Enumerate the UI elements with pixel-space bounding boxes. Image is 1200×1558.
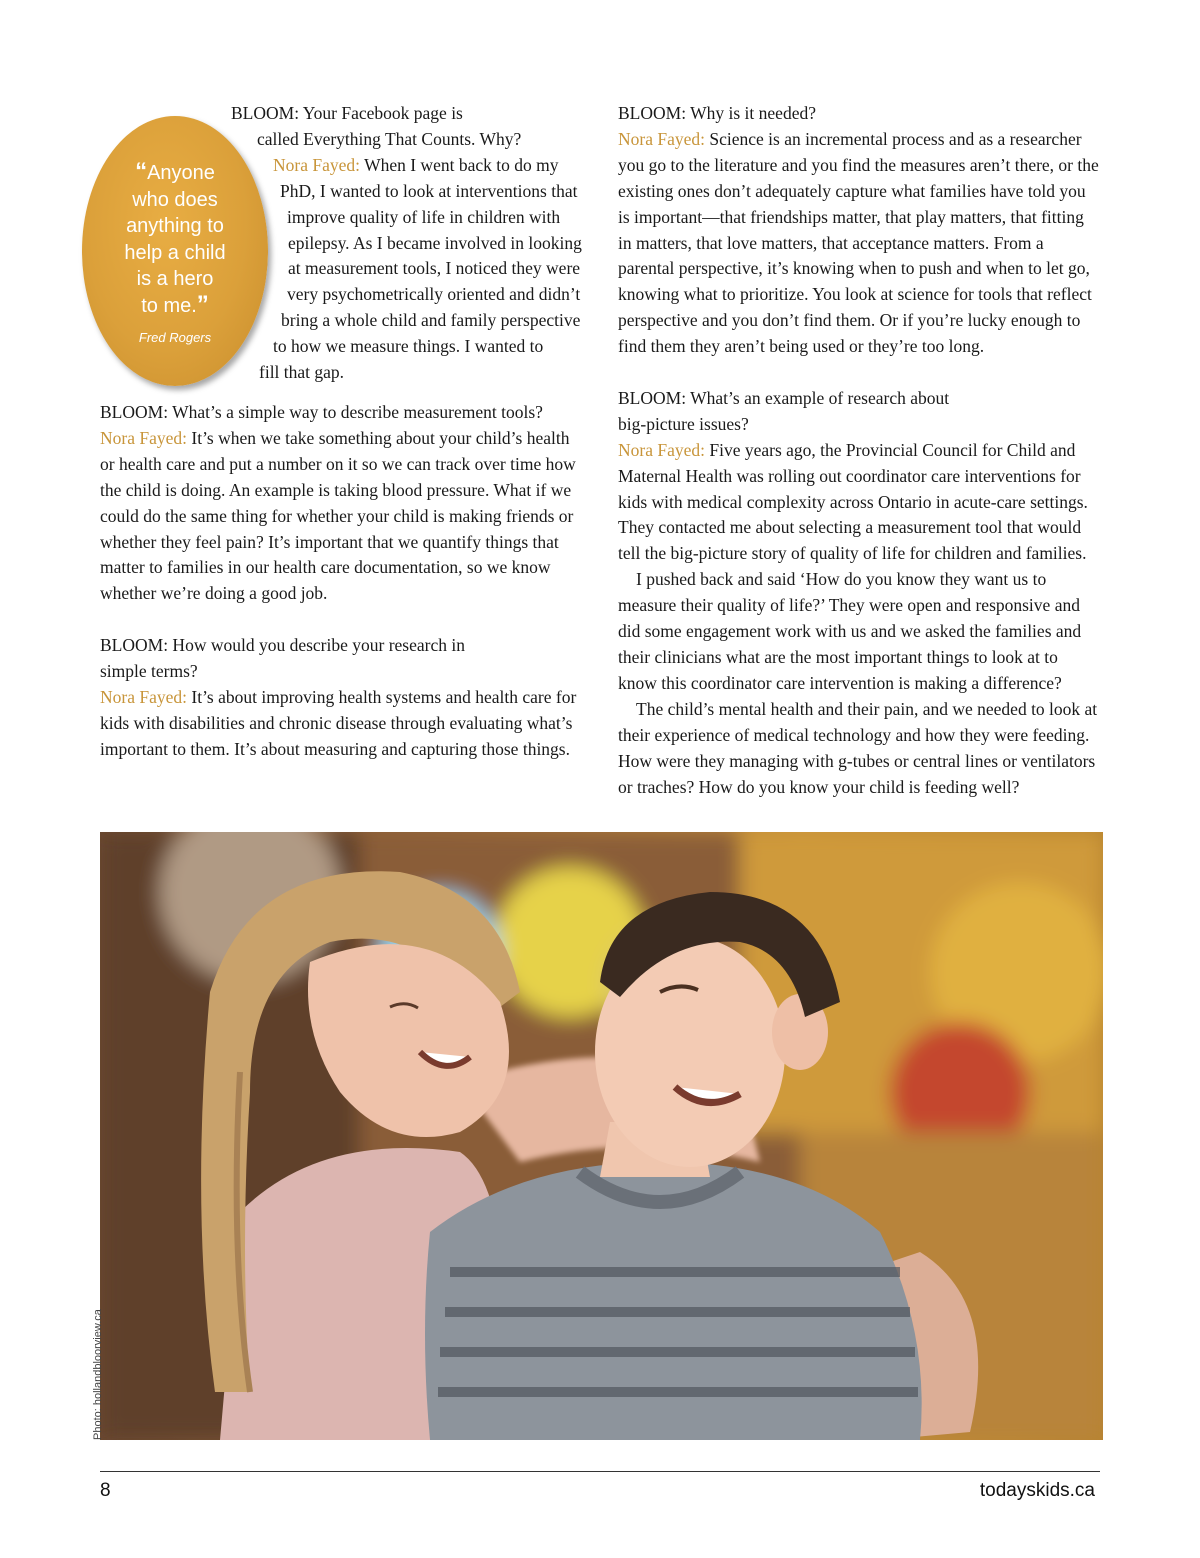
left-column [100, 400, 580, 789]
question: BLOOM: What’s a simple way to describe measurement tools? [100, 402, 543, 422]
speaker-label: Nora Fayed: [618, 128, 705, 149]
answer-line: at measurement tools, I noticed they were [288, 258, 581, 279]
open-quote-mark: “ [135, 158, 148, 185]
answer-line: to how we measure things. I wanted to [273, 336, 544, 357]
speaker-label: Nora Fayed: [618, 439, 705, 460]
pull-quote-attribution: Fred Rogers [138, 330, 212, 345]
answer-line: Nora Fayed: When I went back to do my [273, 154, 559, 175]
speaker-label: Nora Fayed: [100, 427, 187, 448]
qa-block [100, 633, 580, 763]
article-photo [100, 832, 1103, 1440]
qa-block [618, 386, 1100, 801]
answer-paragraph: The child’s mental health and their pain, and we needed to look at their experience of medical technology and how they were feeding. How were they managing with g-tubes or central lines or ventilators or traches? How do you know your child is feeding well? [618, 698, 1098, 797]
question: BLOOM: What’s an example of research about big-picture issues? [618, 387, 950, 434]
answer-line: PhD, I wanted to look at interventions that [280, 180, 578, 201]
answer: Nora Fayed: It’s when we take something about your child’s health or health care and put a number on it so we can track over time how the child is doing. An example is taking blood pressure. What if we could do the same thing for whether your child is making friends or whether they feel pain? It’s important that we quantify things that matter to families in our health care documentation, so we know whether we’re doing a good job. [100, 427, 576, 604]
footer-divider [100, 1471, 1100, 1472]
answer-line: epilepsy. As I became involved in looking [288, 232, 582, 253]
right-column [618, 101, 1100, 826]
close-quote-mark: ” [196, 290, 209, 318]
answer-line: bring a whole child and family perspective [281, 310, 581, 331]
speaker-label: Nora Fayed: [100, 686, 187, 707]
question: called Everything That Counts. Why? [257, 128, 522, 149]
answer: Nora Fayed: Five years ago, the Provincial Council for Child and Maternal Health was rolling out coordinator care interventions for kids with medical complexity across Ontario in acute-care settings. They contacted me about selecting a measurement tool that would tell the big-picture story of quality of life for children and families. [618, 439, 1088, 564]
answer-paragraph: I pushed back and said ‘How do you know they want us to measure their quality of life?’ They were open and responsive and did some engagement work with us and we asked the families and their clinicians what are the most important things to look at to know this coordinator care intervention is making a difference? [618, 569, 1082, 693]
answer-line: improve quality of life in children with [287, 206, 561, 227]
pull-quote-text: “Anyone who does anything to help a child is a hero to me.” [124, 158, 226, 318]
photo-illustration [100, 832, 1103, 1440]
question: BLOOM: How would you describe your research in simple terms? [100, 635, 465, 682]
pull-quote [82, 116, 268, 386]
answer: Nora Fayed: Science is an incremental process and as a researcher you go to the literature and you find the measures aren’t there, or the existing ones don’t adequately capture what families have told you is important—that friendships matter, that play matters, that fitting in matters, that love matters, that acceptance matters. From a parental perspective, it’s knowing when to push and when to let go, knowing what to prioritize. You look at science for tools that reflect perspective and you don’t find them. Or if you’re lucky enough to find them they aren’t being used or they’re too long. [618, 128, 1099, 357]
answer: Nora Fayed: It’s about improving health systems and health care for kids with disabilities and chronic disease through evaluating what’s important to them. It’s about measuring and capturing those things. [100, 686, 577, 759]
page-number: 8 [100, 1480, 111, 1501]
answer-line: fill that gap. [259, 362, 345, 383]
answer-line: very psychometrically oriented and didn’t [287, 284, 581, 305]
qa-block [618, 101, 1100, 360]
question: BLOOM: Why is it needed? [618, 103, 816, 123]
site-name: todayskids.ca [979, 1480, 1095, 1501]
photo-credit: Photo: hollandbloorview.ca [92, 1309, 104, 1440]
qa-block [100, 400, 580, 607]
speaker-label: Nora Fayed: [273, 154, 360, 175]
question: BLOOM: Your Facebook page is [231, 103, 463, 123]
